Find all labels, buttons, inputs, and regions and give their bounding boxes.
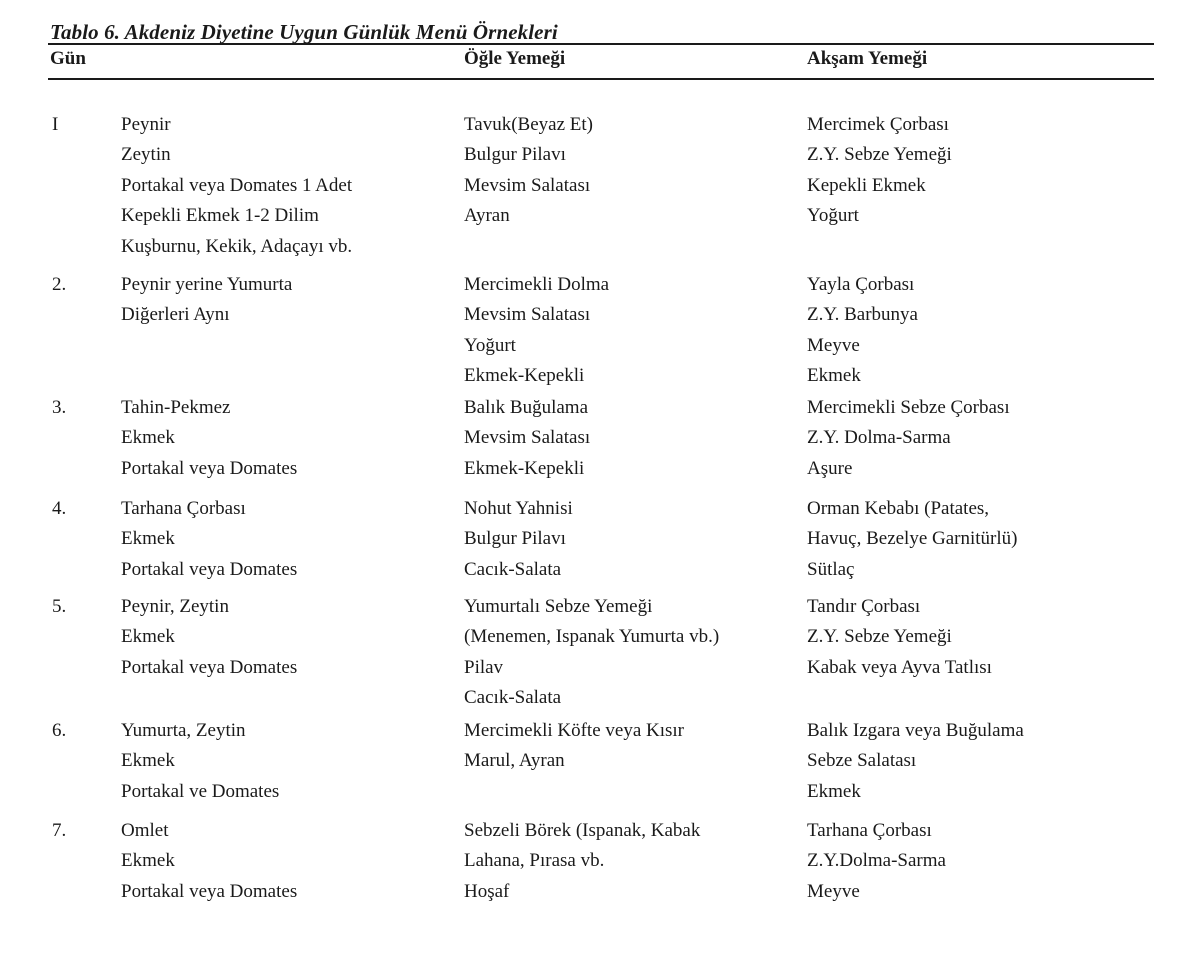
lunch-cell [464, 494, 573, 585]
menu-item: Kepekli Ekmek [807, 174, 926, 196]
menu-item: Sebze Salatası [807, 750, 917, 772]
menu-item: Peynir [121, 114, 171, 135]
menu-item: Peynir, Zeytin [121, 596, 229, 617]
menu-item: Havuç, Bezelye Garnitürlü) [807, 528, 1018, 550]
top-rule [48, 43, 1154, 45]
column-header-day: Gün [50, 48, 86, 69]
menu-item: Ekmek-Kepekli [464, 365, 585, 387]
lunch-cell [464, 716, 684, 777]
menu-item: Ekmek [121, 427, 175, 449]
dinner-cell [807, 270, 918, 392]
menu-item: Yayla Çorbası [807, 274, 915, 295]
day-number: I [52, 114, 59, 135]
menu-item: Meyve [807, 334, 860, 356]
menu-item: (Menemen, Ispanak Yumurta vb.) [464, 626, 720, 648]
menu-item: Mevsim Salatası [464, 304, 591, 326]
menu-item: Z.Y. Dolma-Sarma [807, 427, 951, 449]
column-header-lunch: Öğle Yemeği [464, 48, 566, 69]
dinner-cell [807, 716, 1024, 807]
menu-item: Tahin-Pekmez [121, 397, 231, 418]
menu-item: Z.Y. Sebze Yemeği [807, 144, 952, 166]
breakfast-cell [121, 270, 292, 331]
header-rule [48, 78, 1154, 80]
breakfast-cell [121, 592, 297, 683]
breakfast-cell [121, 494, 297, 585]
menu-item: Tavuk(Beyaz Et) [464, 114, 593, 135]
table-caption: Tablo 6. Akdeniz Diyetine Uygun Günlük Menü Örnekleri [50, 20, 558, 44]
menu-item: Peynir yerine Yumurta [121, 274, 293, 295]
day-number: 6. [52, 720, 67, 741]
breakfast-cell [121, 816, 297, 907]
menu-item: Ekmek [121, 626, 175, 648]
menu-item: Portakal veya Domates [121, 656, 298, 678]
menu-item: Ekmek [121, 850, 175, 872]
menu-item: Mercimek Çorbası [807, 114, 949, 135]
menu-item: Lahana, Pırasa vb. [464, 850, 605, 872]
menu-item: Tarhana Çorbası [807, 820, 932, 841]
menu-item: Mevsim Salatası [464, 427, 591, 449]
menu-item: Yoğurt [464, 334, 516, 356]
menu-item: Ekmek [807, 365, 861, 387]
breakfast-cell [121, 393, 297, 484]
breakfast-cell [121, 716, 279, 807]
dinner-cell [807, 110, 952, 232]
lunch-cell [464, 592, 719, 714]
menu-item: Zeytin [121, 144, 171, 166]
menu-item: Portakal veya Domates 1 Adet [121, 174, 353, 196]
menu-item: Bulgur Pilavı [464, 528, 566, 550]
menu-item: Ayran [464, 205, 510, 227]
menu-item: Nohut Yahnisi [464, 498, 573, 519]
dinner-cell [807, 494, 1018, 585]
menu-item: Cacık-Salata [464, 558, 562, 580]
menu-item: Portakal veya Domates [121, 558, 298, 580]
menu-item: Ekmek-Kepekli [464, 457, 585, 479]
menu-item: Z.Y.Dolma-Sarma [807, 850, 946, 872]
column-header-dinner: Akşam Yemeği [807, 48, 928, 69]
menu-item: Portakal veya Domates [121, 457, 298, 479]
menu-item: Kabak veya Ayva Tatlısı [807, 656, 992, 678]
menu-item: Diğerleri Aynı [121, 304, 230, 326]
menu-item: Cacık-Salata [464, 687, 562, 709]
dinner-cell [807, 393, 1010, 484]
menu-item: Aşure [807, 457, 853, 479]
lunch-cell [464, 393, 590, 484]
menu-item: Ekmek [121, 528, 175, 550]
menu-item: Yumurta, Zeytin [121, 720, 246, 741]
menu-item: Hoşaf [464, 880, 510, 902]
menu-item: Bulgur Pilavı [464, 144, 566, 166]
menu-item: Sütlaç [807, 558, 855, 580]
lunch-cell [464, 110, 593, 232]
menu-item: Mercimekli Dolma [464, 274, 610, 295]
menu-item: Z.Y. Sebze Yemeği [807, 626, 952, 648]
lunch-cell [464, 816, 700, 907]
menu-item: Yumurtalı Sebze Yemeği [464, 596, 653, 617]
menu-item: Portakal veya Domates [121, 880, 298, 902]
menu-item: Ekmek [121, 750, 175, 772]
menu-item: Omlet [121, 820, 169, 841]
dinner-cell [807, 816, 946, 907]
menu-item: Yoğurt [807, 205, 859, 227]
menu-item: Kuşburnu, Kekik, Adaçayı vb. [121, 235, 353, 257]
day-number: 2. [52, 274, 67, 295]
menu-item: Kepekli Ekmek 1-2 Dilim [121, 205, 319, 227]
day-number: 3. [52, 397, 67, 418]
menu-item: Tandır Çorbası [807, 596, 921, 617]
menu-item: Balık Izgara veya Buğulama [807, 720, 1024, 741]
menu-item: Ekmek [807, 780, 861, 802]
menu-item: Z.Y. Barbunya [807, 304, 918, 326]
dinner-cell [807, 592, 992, 683]
menu-item: Mercimekli Sebze Çorbası [807, 397, 1010, 418]
menu-item: Marul, Ayran [464, 750, 565, 772]
day-number: 7. [52, 820, 67, 841]
day-number: 4. [52, 498, 67, 519]
menu-item: Tarhana Çorbası [121, 498, 246, 519]
menu-item: Meyve [807, 880, 860, 902]
breakfast-cell [121, 110, 352, 262]
day-number: 5. [52, 596, 67, 617]
menu-item: Balık Buğulama [464, 397, 589, 418]
menu-item: Mercimekli Köfte veya Kısır [464, 720, 685, 741]
menu-item: Portakal ve Domates [121, 780, 280, 802]
menu-item: Mevsim Salatası [464, 174, 591, 196]
menu-item: Sebzeli Börek (Ispanak, Kabak [464, 820, 701, 841]
lunch-cell [464, 270, 609, 392]
menu-item: Pilav [464, 656, 504, 678]
menu-item: Orman Kebabı (Patates, [807, 498, 990, 519]
